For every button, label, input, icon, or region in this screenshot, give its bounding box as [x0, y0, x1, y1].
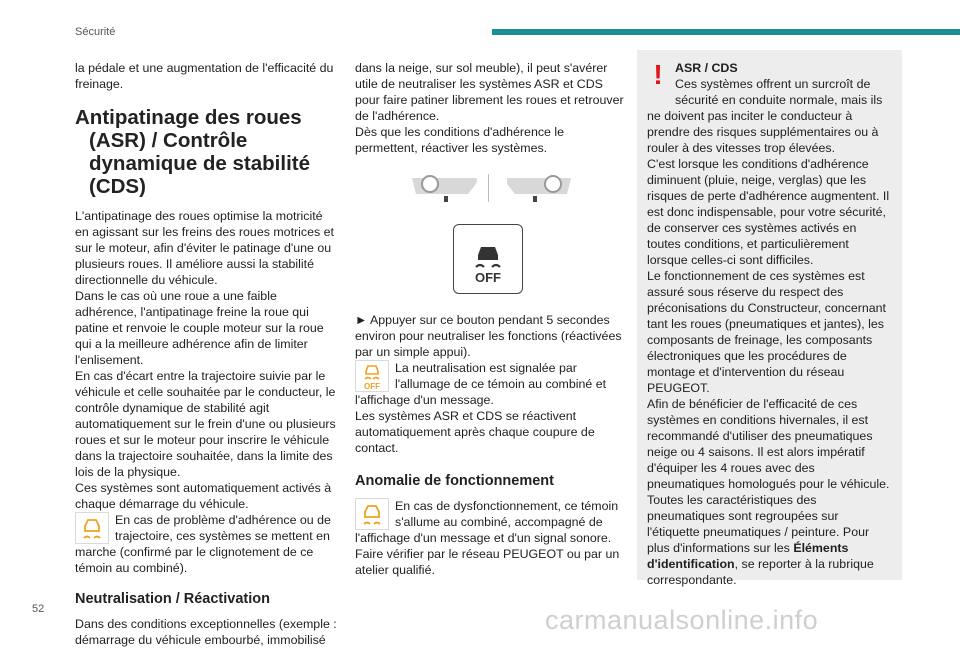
warning-box — [637, 50, 902, 587]
left-hand-drive-icon — [410, 172, 480, 208]
right-hand-drive-icon — [503, 172, 573, 208]
column-left — [75, 60, 337, 648]
subheading: Neutralisation / Réactivation — [75, 591, 270, 607]
off-indicator-note — [355, 360, 625, 408]
paragraph: Le fonctionnement de ces systèmes est assuré sous réserve du respect des préconisations du Constructeur, concernant tant les roues (pneumatiques et jantes), les composants de freinage, les composants électroniques que les procédures de montage et d'intervention du réseau PEUGEOT. — [647, 269, 887, 395]
warning-box-title: ASR / CDS — [675, 61, 738, 75]
section-heading: Antipatinage des roues (ASR) / Contrôle dynamique de stabilité (CDS) — [75, 106, 310, 198]
exclamation-warning-icon: ! — [653, 59, 663, 90]
steering-illustration — [355, 172, 625, 208]
intro-paragraph: la pédale et une augmentation de l'efficacité du freinage. — [75, 61, 334, 91]
fault-note — [355, 498, 625, 546]
paragraph: L'antipatinage des roues optimise la motricité en agissant sur les freins des roues motrices et sur le moteur, afin d'éviter le patinage d'une ou plusieurs roues. Il améliore aussi la stabilité directionnelle du véhicule. — [75, 209, 334, 287]
paragraph: Dès que les conditions d'adhérence le permettent, réactiver les systèmes. — [355, 125, 565, 155]
header-accent-bar — [492, 29, 960, 35]
paragraph: Dans des conditions exceptionnelles (exemple : démarrage du véhicule embourbé, immobilisé — [75, 617, 337, 647]
asr-off-warning-light-icon — [355, 360, 389, 392]
off-indicator-text: La neutralisation est signalée par l'allumage de ce témoin au combiné et l'affichage d'un message. — [355, 361, 607, 407]
instruction-text: ► Appuyer sur ce bouton pendant 5 secondes environ pour neutraliser les fonctions (réactivées par un simple appui). — [355, 313, 622, 359]
warning-note — [75, 512, 337, 576]
text-span: Toutes les caractéristiques des pneumatiques sont regroupées sur l'étiquette pneumatiques / peinture. Pour plus d'informations sur les — [647, 493, 870, 555]
divider — [488, 174, 489, 202]
paragraph: En cas d'écart entre la trajectoire suivie par le véhicule et celle souhaitée par le conducteur, le contrôle dynamique de stabilité agit automatiquement sur le frein d'une ou plusieurs roues et sur le moteur pour inscrire le véhicule dans la trajectoire souhaitée, dans la limite des lois de la physique. — [75, 369, 336, 479]
warning-text: En cas de problème d'adhérence ou de trajectoire, ces systèmes se mettent en marche (confirmé par le clignotement de ce témoin au combiné). — [75, 513, 331, 575]
paragraph: C'est lorsque les conditions d'adhérence diminuent (pluie, neige, verglas) que les risques de perte d'adhérence augmentent. Il est donc indispensable, pour votre sécurité, de conserver ces systèmes activés en toutes conditions, et particulièrement lorsque celles-ci sont difficiles. — [647, 157, 890, 267]
paragraph: dans la neige, sur sol meuble), il peut s'avérer utile de neutraliser les systèmes ASR et CDS pour faire patiner librement les roues et retrouver de l'adhérence. — [355, 61, 624, 123]
paragraph: Faire vérifier par le réseau PEUGEOT ou par un atelier qualifié. — [355, 547, 620, 577]
identification-link-text: Éléments d'identification — [647, 541, 849, 571]
asr-off-button[interactable] — [453, 224, 523, 294]
section-title: Sécurité — [75, 26, 116, 38]
column-middle — [355, 60, 625, 578]
paragraph: Afin de bénéficier de l'efficacité de ces systèmes en conditions hivernales, il est recommandé d'utiliser des pneumatiques neige ou 4 saisons. Il est alors impératif d'équiper les 4 roues avec des pneumatiques homologués pour le véhicule. — [647, 397, 890, 491]
page-number: 52 — [32, 603, 45, 615]
paragraph: Ces systèmes sont automatiquement activés à chaque démarrage du véhicule. — [75, 481, 332, 511]
fault-text: En cas de dysfonctionnement, ce témoin s'allume au combiné, accompagné de l'affichage d'un message et d'un signal sonore. — [355, 499, 619, 545]
button-off-label: OFF — [475, 270, 501, 285]
paragraph — [647, 492, 892, 588]
paragraph: Les systèmes ASR et CDS se réactivent automatiquement après chaque coupure de contact. — [355, 409, 595, 455]
paragraph: Dans le cas où une roue a une faible adhérence, l'antipatinage freine la roue qui patine et renvoie le couple moteur sur la roue qui a la meilleure adhérence afin de limiter l'enlisement. — [75, 289, 324, 367]
icon-off-label: OFF — [364, 382, 380, 391]
paragraph: Ces systèmes offrent un surcroît de sécurité en conduite normale, mais ils ne doivent pas inciter le conducteur à prendre des risques supplémentaires ou à rouler à des vitesses trop élevées. — [647, 77, 883, 155]
subheading: Anomalie de fonctionnement — [355, 473, 554, 489]
skid-warning-light-icon — [75, 512, 109, 544]
watermark: carmanualsonline.info — [545, 605, 819, 635]
fault-warning-light-icon — [355, 498, 389, 530]
text-span: , se reporter à la rubrique correspondante. — [647, 557, 874, 587]
